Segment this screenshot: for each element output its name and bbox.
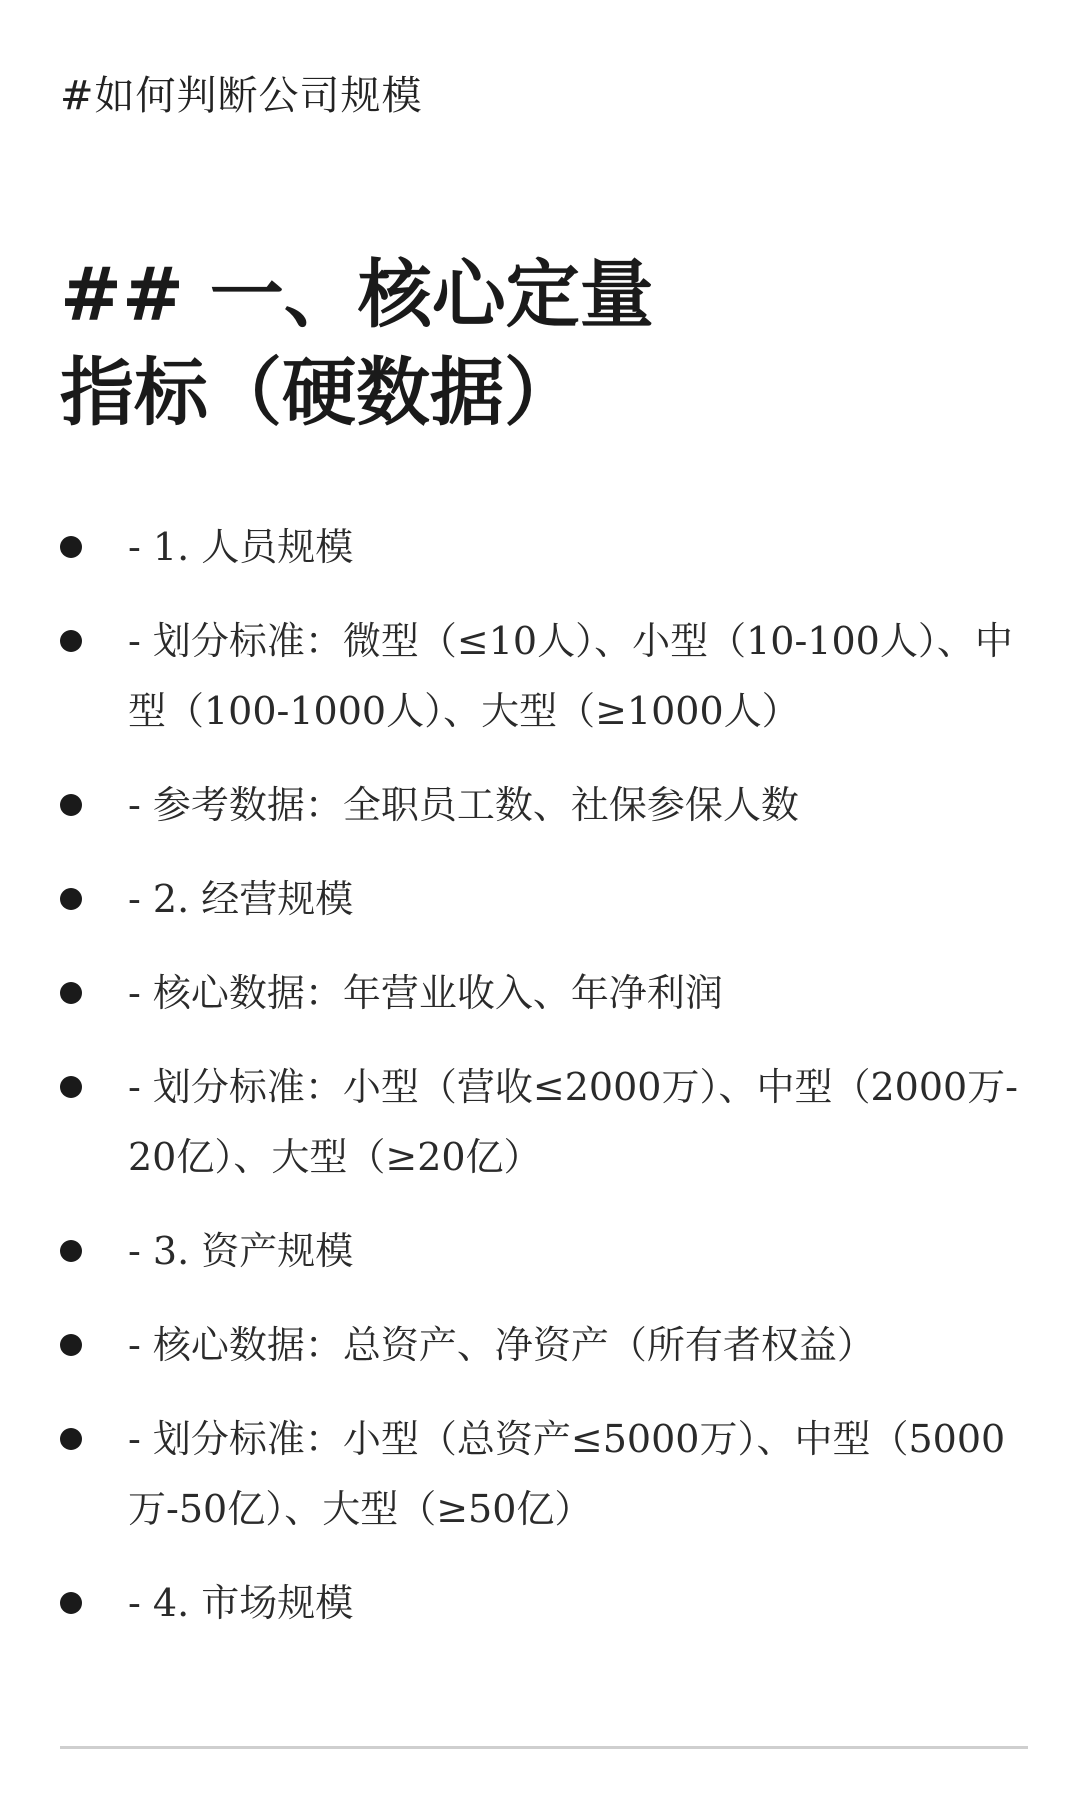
- section-heading-line-2: 指标（硬数据）: [60, 350, 578, 436]
- bullet-icon: [60, 1428, 82, 1450]
- list-item-text: - 4. 市场规模: [128, 1581, 354, 1625]
- list-item-text: - 1. 人员规模: [128, 525, 354, 569]
- bullet-icon: [60, 888, 82, 910]
- list-item-text: - 2. 经营规模: [128, 877, 354, 921]
- bottom-divider: [60, 1746, 1028, 1749]
- hashtag-title: #如何判断公司规模: [60, 73, 423, 119]
- list-item-text: - 划分标准：微型（≤10人）、小型（10-100人）、中型（100-1000人）、大型（≥1000人）: [128, 619, 1013, 733]
- section-heading-line-1: ## 一、核心定量: [60, 252, 654, 338]
- bullet-icon: [60, 1334, 82, 1356]
- bullet-icon: [60, 630, 82, 652]
- bullet-icon: [60, 1076, 82, 1098]
- bullet-icon: [60, 794, 82, 816]
- list-item-text: - 核心数据：年营业收入、年净利润: [128, 971, 723, 1015]
- list-item-text: - 划分标准：小型（营收≤2000万）、中型（2000万-20亿）、大型（≥20亿）: [128, 1065, 1019, 1179]
- bullet-icon: [60, 982, 82, 1004]
- list-item-text: - 划分标准：小型（总资产≤5000万）、中型（5000万-50亿）、大型（≥50亿）: [128, 1417, 1006, 1531]
- list-item-text: - 3. 资产规模: [128, 1229, 354, 1273]
- list-item-text: - 核心数据：总资产、净资产（所有者权益）: [128, 1323, 875, 1367]
- list-item-text: - 参考数据：全职员工数、社保参保人数: [128, 783, 799, 827]
- bullet-icon: [60, 1592, 82, 1614]
- section-heading: [60, 246, 660, 442]
- bullet-icon: [60, 1240, 82, 1262]
- bullet-icon: [60, 536, 82, 558]
